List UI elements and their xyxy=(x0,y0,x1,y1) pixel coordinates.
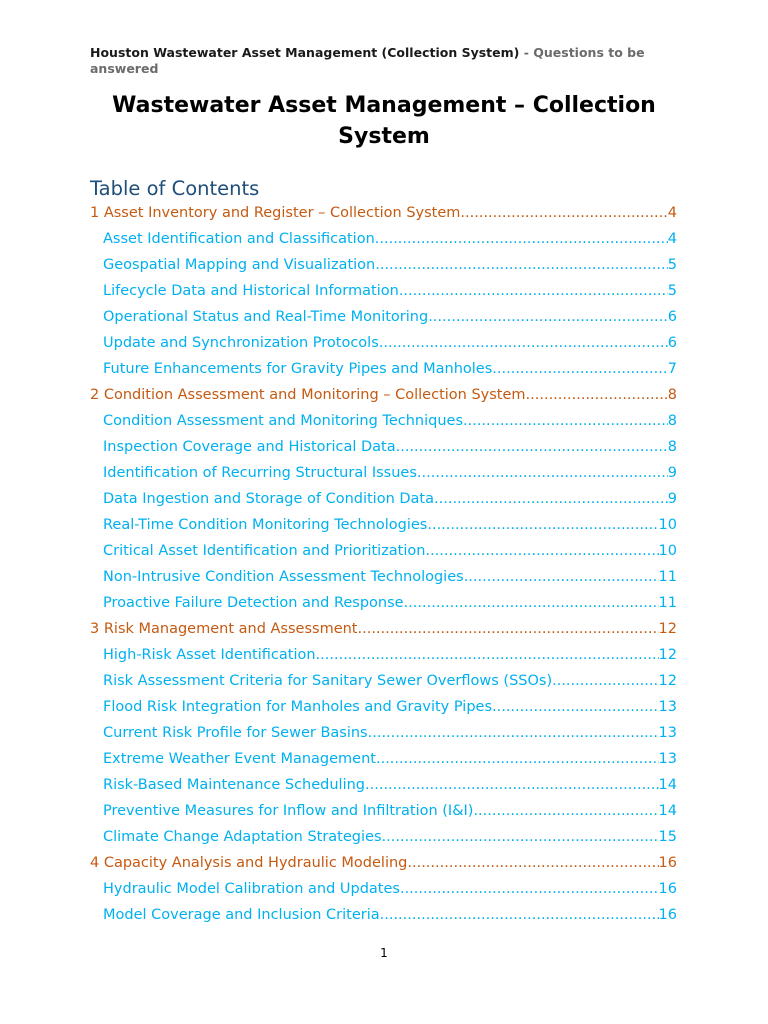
toc-subsection-link[interactable] xyxy=(90,408,677,434)
toc-dot-leader xyxy=(382,824,659,850)
toc-dot-leader xyxy=(404,590,659,616)
toc-subsection-link[interactable] xyxy=(90,460,677,486)
toc-subsection-link[interactable] xyxy=(90,720,677,746)
toc-entry-page: 5 xyxy=(667,283,677,299)
toc-entry-page: 8 xyxy=(667,387,677,403)
document-header xyxy=(90,45,680,77)
toc-entry-page: 9 xyxy=(667,491,677,507)
toc-dot-leader xyxy=(434,486,668,512)
toc-entry-label: Real-Time Condition Monitoring Technologies xyxy=(103,517,428,533)
toc-entry-label: 4 Capacity Analysis and Hydraulic Modeling xyxy=(90,855,408,871)
toc-dot-leader xyxy=(376,746,659,772)
toc-dot-leader xyxy=(460,200,667,226)
toc-entry-page: 5 xyxy=(667,257,677,273)
toc-entry-page: 12 xyxy=(658,621,677,637)
toc-entry-label: Preventive Measures for Inflow and Infiltration (I&I) xyxy=(103,803,474,819)
toc-subsection-link[interactable] xyxy=(90,694,677,720)
toc-subsection-link[interactable] xyxy=(90,772,677,798)
toc-subsection-link[interactable] xyxy=(90,564,677,590)
toc-dot-leader xyxy=(365,772,659,798)
toc-subsection-link[interactable] xyxy=(90,304,677,330)
toc-entry-label: Lifecycle Data and Historical Information xyxy=(103,283,399,299)
toc-dot-leader xyxy=(379,330,668,356)
toc-entry-label: Data Ingestion and Storage of Condition Data xyxy=(103,491,435,507)
toc-dot-leader xyxy=(380,902,659,928)
toc-subsection-link[interactable] xyxy=(90,512,677,538)
toc-dot-leader xyxy=(492,356,667,382)
toc-subsection-link[interactable] xyxy=(90,434,677,460)
page-number: 1 xyxy=(380,946,388,960)
toc-section-link[interactable] xyxy=(90,850,677,876)
toc-entry-label: Extreme Weather Event Management xyxy=(103,751,376,767)
toc-dot-leader xyxy=(399,278,668,304)
toc-entry-page: 16 xyxy=(658,881,677,897)
toc-entry-label: Inspection Coverage and Historical Data xyxy=(103,439,396,455)
toc-entry-page: 15 xyxy=(658,829,677,845)
toc-dot-leader xyxy=(428,304,668,330)
toc-subsection-link[interactable] xyxy=(90,746,677,772)
toc-dot-leader xyxy=(552,668,658,694)
toc-subsection-link[interactable] xyxy=(90,902,677,928)
toc-subsection-link[interactable] xyxy=(90,356,677,382)
toc-entry-label: Operational Status and Real-Time Monitoring xyxy=(103,309,429,325)
toc-entry-page: 12 xyxy=(658,647,677,663)
toc-subsection-link[interactable] xyxy=(90,278,677,304)
toc-entry-page: 11 xyxy=(658,569,677,585)
toc-dot-leader xyxy=(368,720,659,746)
toc-subsection-link[interactable] xyxy=(90,330,677,356)
toc-dot-leader xyxy=(407,850,658,876)
toc-subsection-link[interactable] xyxy=(90,668,677,694)
toc-dot-leader xyxy=(427,512,658,538)
toc-entry-page: 6 xyxy=(667,335,677,351)
toc-entry-page: 10 xyxy=(658,543,677,559)
toc-section-link[interactable] xyxy=(90,200,677,226)
toc-subsection-link[interactable] xyxy=(90,226,677,252)
toc-entry-label: Flood Risk Integration for Manholes and Gravity Pipes xyxy=(103,699,492,715)
toc-entry-page: 11 xyxy=(658,595,677,611)
toc-dot-leader xyxy=(375,226,668,252)
toc-entry-page: 14 xyxy=(658,803,677,819)
toc-subsection-link[interactable] xyxy=(90,798,677,824)
toc-subsection-link[interactable] xyxy=(90,876,677,902)
toc-dot-leader xyxy=(492,694,659,720)
toc-subsection-link[interactable] xyxy=(90,538,677,564)
toc-entry-page: 8 xyxy=(667,413,677,429)
toc-subsection-link[interactable] xyxy=(90,252,677,278)
header-title: Houston Wastewater Asset Management (Collection System) xyxy=(90,45,520,60)
toc-entry-page: 4 xyxy=(667,231,677,247)
document-title: Wastewater Asset Management – Collection System xyxy=(112,93,656,149)
toc-entry-label: Critical Asset Identification and Prioritization xyxy=(103,543,426,559)
toc-entry-page: 16 xyxy=(658,855,677,871)
toc-entry-label: 3 Risk Management and Assessment xyxy=(90,621,358,637)
toc-entry-label: Identification of Recurring Structural Issues xyxy=(103,465,417,481)
toc-dot-leader xyxy=(316,642,659,668)
toc-dot-leader xyxy=(425,538,658,564)
toc-entry-page: 6 xyxy=(667,309,677,325)
toc-dot-leader xyxy=(396,434,668,460)
header-subtitle: Questions to be answered xyxy=(90,45,645,76)
toc-section-link[interactable] xyxy=(90,616,677,642)
toc-subsection-link[interactable] xyxy=(90,486,677,512)
toc-entry-label: Current Risk Profile for Sewer Basins xyxy=(103,725,368,741)
toc-dot-leader xyxy=(375,252,668,278)
toc-subsection-link[interactable] xyxy=(90,590,677,616)
toc-entry-label: Risk-Based Maintenance Scheduling xyxy=(103,777,366,793)
toc-entry-label: Non-Intrusive Condition Assessment Technologies xyxy=(103,569,464,585)
toc-entry-label: Hydraulic Model Calibration and Updates xyxy=(103,881,400,897)
toc-entry-label: High-Risk Asset Identification xyxy=(103,647,316,663)
toc-entry-label: Future Enhancements for Gravity Pipes and Manholes xyxy=(103,361,493,377)
toc-entry-page: 13 xyxy=(658,699,677,715)
toc-entry-page: 10 xyxy=(658,517,677,533)
toc-subsection-link[interactable] xyxy=(90,642,677,668)
toc-entry-page: 14 xyxy=(658,777,677,793)
toc-entry-label: Climate Change Adaptation Strategies xyxy=(103,829,382,845)
toc-heading: Table of Contents xyxy=(90,177,260,200)
toc-entry-label: Geospatial Mapping and Visualization xyxy=(103,257,376,273)
toc-entry-page: 4 xyxy=(667,205,677,221)
toc-entry-label: Condition Assessment and Monitoring Techniques xyxy=(103,413,463,429)
toc-section-link[interactable] xyxy=(90,382,677,408)
toc-entry-label: Risk Assessment Criteria for Sanitary Sewer Overflows (SSOs) xyxy=(103,673,553,689)
toc-dot-leader xyxy=(464,564,659,590)
toc-entry-label: 1 Asset Inventory and Register – Collection System xyxy=(90,205,461,221)
toc-entry-page: 8 xyxy=(667,439,677,455)
toc-entry-label: Proactive Failure Detection and Response xyxy=(103,595,404,611)
toc-dot-leader xyxy=(473,798,658,824)
toc-subsection-link[interactable] xyxy=(90,824,677,850)
toc-entry-page: 7 xyxy=(667,361,677,377)
toc-entry-page: 12 xyxy=(658,673,677,689)
toc-entry-page: 13 xyxy=(658,725,677,741)
toc-entry-page: 9 xyxy=(667,465,677,481)
toc-dot-leader xyxy=(358,616,659,642)
header-separator: - xyxy=(519,45,534,60)
toc-dot-leader xyxy=(463,408,668,434)
toc-entry-page: 13 xyxy=(658,751,677,767)
toc-entry-label: Model Coverage and Inclusion Criteria xyxy=(103,907,380,923)
toc-entry-label: Asset Identification and Classification xyxy=(103,231,375,247)
toc-dot-leader xyxy=(417,460,668,486)
toc-dot-leader xyxy=(400,876,659,902)
table-of-contents xyxy=(90,200,677,928)
toc-entry-label: 2 Condition Assessment and Monitoring – Collection System xyxy=(90,387,526,403)
toc-entry-page: 16 xyxy=(658,907,677,923)
toc-entry-label: Update and Synchronization Protocols xyxy=(103,335,379,351)
toc-dot-leader xyxy=(526,382,668,408)
